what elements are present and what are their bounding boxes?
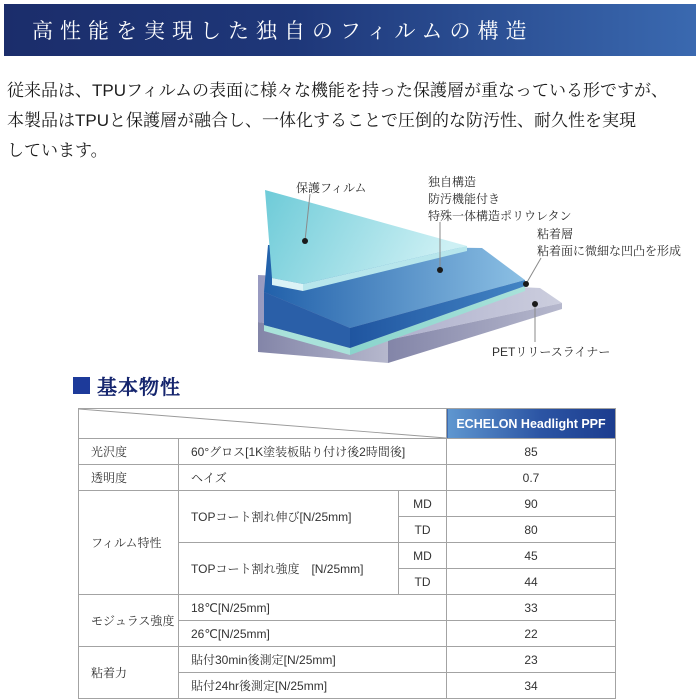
method-cell: TOPコート割れ伸び[N/25mm] [179,491,399,543]
property-cell: 透明度 [79,465,179,491]
value-cell: 22 [447,621,616,647]
property-cell: モジュラス強度 [79,595,179,647]
method-cell: 18℃[N/25mm] [179,595,447,621]
basic-properties-table [78,408,616,699]
value-cell: 45 [447,543,616,569]
value-cell: 23 [447,647,616,673]
diagonal-line [79,409,446,438]
label-line: 粘着面に微細な凹凸を形成 [537,244,682,258]
label-line: 粘着層 [537,227,574,241]
value-cell: 85 [447,439,616,465]
method-cell: 60°グロス[1K塗装板貼り付け後2時間後] [179,439,447,465]
value-cell: 34 [447,673,616,699]
label-line: 防汚機能付き [428,192,501,206]
film-structure-diagram [0,168,700,373]
section-title: 基本物性 [97,377,181,399]
label-pet-liner: PETリリースライナー [492,345,611,359]
table-row [79,491,616,517]
value-cell: 90 [447,491,616,517]
direction-cell: TD [399,569,447,595]
table-row [79,595,616,621]
method-cell: ヘイズ [179,465,447,491]
direction-cell: MD [399,543,447,569]
header-empty-cell [79,409,447,439]
property-cell: 光沢度 [79,439,179,465]
property-cell: フィルム特性 [79,491,179,595]
method-cell: 26℃[N/25mm] [179,621,447,647]
intro-line: 従来品は、TPUフィルムの表面に様々な機能を持った保護層が重なっている形ですが、 [7,81,668,100]
direction-cell: TD [399,517,447,543]
direction-cell: MD [399,491,447,517]
value-cell: 44 [447,569,616,595]
method-cell: TOPコート割れ強度 [N/25mm] [179,543,399,595]
label-protective-film: 保護フィルム [296,181,367,195]
method-cell: 貼付30min後測定[N/25mm] [179,647,447,673]
section-heading [73,371,181,400]
value-cell: 80 [447,517,616,543]
table-row [79,439,616,465]
label-adhesive-layer [537,226,681,260]
page-title: 高性能を実現した独自のフィルムの構造 [32,19,534,43]
label-line: 特殊一体構造ポリウレタン [428,209,572,223]
label-unique-structure [428,174,572,225]
intro-line: しています。 [7,141,108,160]
intro-line: 本製品はTPUと保護層が融合し、一体化することで圧倒的な防汚性、耐久性を実現 [7,111,636,130]
table-row [79,647,616,673]
value-cell: 33 [447,595,616,621]
product-column-header: ECHELON Headlight PPF [447,409,616,439]
intro-paragraph [7,76,695,166]
section-banner [4,4,696,56]
method-cell: 貼付24hr後測定[N/25mm] [179,673,447,699]
square-bullet-icon [73,377,90,394]
value-cell: 0.7 [447,465,616,491]
table-header-row [79,409,616,439]
label-line: 独自構造 [428,175,477,189]
property-cell: 粘着力 [79,647,179,699]
table-row [79,465,616,491]
